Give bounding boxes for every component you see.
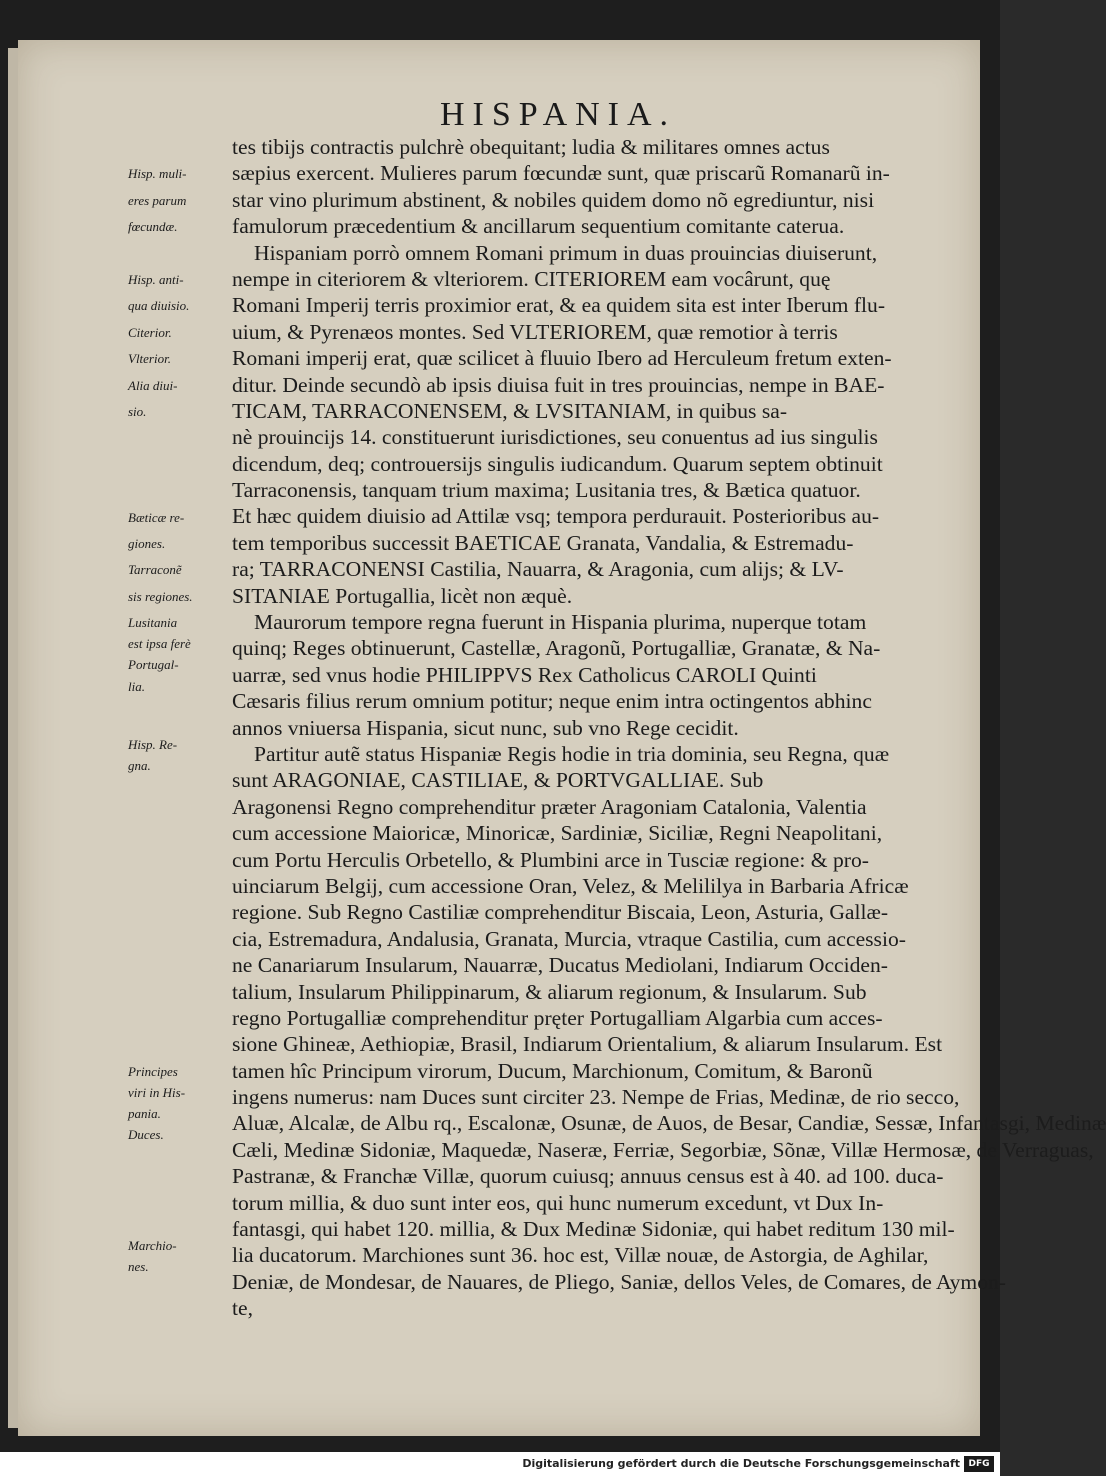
running-title: HISPANIA. [440, 96, 677, 133]
text-line: Romani Imperij terris proximior erat, & ea quidem sita est inter Iberum flu- [232, 293, 886, 318]
text-line: ingens numerus: nam Duces sunt circiter 23. Nempe de Frias, Medinæ, de rio secco, [232, 1085, 960, 1110]
text-line: nempe in citeriorem & vlteriorem. CITERIOREM eam vocârunt, quę [232, 266, 831, 291]
text-line: sione Ghineæ, Aethiopiæ, Brasil, Indiarum Orientalium, & aliarum Insularum. Est [232, 1032, 943, 1057]
text-line: nè prouincijs 14. constituerunt iurisdictiones, seu conuentus ad ius singulis [232, 425, 878, 450]
text-line: Aluæ, Alcalæ, de Albu rq., Escalonæ, Osunæ, de Auos, de Besar, Candiæ, Sessæ, Infantasgi, Medinæ [232, 1111, 1106, 1136]
text-line: tes tibijs contractis pulchrè obequitant; ludia & militares omnes actus [232, 135, 830, 159]
margin-note: Alia diui- [128, 377, 178, 393]
text-line: regno Portugalliæ comprehenditur pręter Portugalliam Algarbia cum acces- [232, 1005, 883, 1030]
margin-note: Principes [128, 1064, 178, 1079]
text-line: regione. Sub Regno Castiliæ comprehenditur Biscaia, Leon, Asturia, Gallæ- [232, 900, 889, 925]
text-line: uarræ, sed vnus hodie PHILIPPVS Rex Catholicus CAROLI Quinti [232, 662, 817, 687]
text-line: talium, Insularum Philippinarum, & aliarum regionum, & Insularum. Sub [232, 979, 867, 1004]
text-line: fantasgi, qui habet 120. millia, & Dux Medinæ Sidoniæ, qui habet reditum 130 mil- [232, 1217, 955, 1242]
text-line: te, [232, 1296, 253, 1321]
margin-note: giones. [128, 536, 166, 551]
margin-note: sio. [128, 404, 147, 419]
text-line: torum millia, & duo sunt inter eos, qui hunc numerum excedunt, vt Dux In- [232, 1190, 884, 1215]
text-line: ra; TARRACONENSI Castilia, Nauarra, & Aragonia, cum alijs; & LV- [232, 557, 844, 582]
footer-credit: Digitalisierung gefördert durch die Deutsche Forschungsgemeinschaft [522, 1457, 960, 1470]
margin-note: Hisp. muli- [128, 166, 187, 182]
text-line: dicendum, deq; controuersijs singulis iudicandum. Quarum septem obtinuit [232, 451, 883, 476]
margin-note: sis regiones. [128, 588, 193, 604]
margin-note: Lusitania [128, 615, 178, 631]
margin-note: Bæticæ re- [128, 509, 185, 525]
margin-note: eres parum [128, 192, 187, 208]
text-line: Pastranæ, & Franchæ Villæ, quorum cuiusq; annuus census est à 40. ad 100. duca- [232, 1164, 944, 1189]
text-line: Deniæ, de Mondesar, de Nauares, de Pliego, Saniæ, dellos Veles, de Comares, de Aymon- [232, 1269, 1006, 1294]
page-edge [8, 48, 18, 1428]
margin-note: Citerior. [128, 324, 172, 340]
margin-note: qua diuisio. [128, 298, 190, 314]
text-line: Tarraconensis, tanquam trium maxima; Lusitania tres, & Bætica quatuor. [232, 478, 861, 503]
margin-note: est ipsa ferè [128, 636, 191, 652]
margin-note: viri in His- [128, 1085, 186, 1101]
text-line: Aragonensi Regno comprehenditur præter Aragoniam Catalonia, Valentia [232, 794, 867, 819]
text-line: SITANIAE Portugallia, licèt non æquè. [232, 583, 573, 608]
text-line: uinciarum Belgij, cum accessione Oran, Velez, & Melililya in Barbaria Africæ [232, 873, 909, 898]
text-line: cia, Estremadura, Andalusia, Granata, Murcia, vtraque Castilia, cum accessio- [232, 926, 906, 951]
dfg-logo: DFG [964, 1456, 994, 1472]
footer-bar [0, 1452, 1000, 1476]
text-line: Maurorum tempore regna fuerunt in Hispania plurima, nuperque totam [254, 610, 867, 635]
margin-note: Duces. [128, 1127, 164, 1143]
text-line: Cæli, Medinæ Sidoniæ, Maquedæ, Naseræ, Ferriæ, Segorbiæ, Sõnæ, Villæ Hermosæ, de Verraguas, [232, 1137, 1094, 1162]
margin-note: Portugal- [128, 657, 179, 673]
margin-note: gna. [128, 757, 151, 773]
text-line: ne Canariarum Insularum, Nauarræ, Ducatus Mediolani, Indiarum Occiden- [232, 953, 888, 978]
text-line: famulorum præcedentium & ancillarum sequentium comitante caterua. [232, 214, 845, 239]
text-line: annos vniuersa Hispania, sicut nunc, sub vno Rege cecidit. [232, 715, 739, 740]
margin-note: Vlterior. [128, 351, 171, 367]
text-line: quinq; Reges obtinuerunt, Castellæ, Aragonũ, Portugalliæ, Granatæ, & Na- [232, 636, 881, 661]
text-line: Partitur autẽ status Hispaniæ Regis hodie in tria dominia, seu Regna, quæ [254, 741, 890, 766]
text-line: cum Portu Herculis Orbetello, & Plumbini arce in Tusciæ regione: & pro- [232, 847, 869, 872]
text-line: TICAM, TARRACONENSEM, & LVSITANIAM, in quibus sa- [232, 398, 788, 423]
text-line: lia ducatorum. Marchiones sunt 36. hoc est, Villæ nouæ, de Astorgia, de Aghilar, [232, 1243, 929, 1268]
text-line: tem temporibus successit BAETICAE Granata, Vandalia, & Estremadu- [232, 530, 854, 555]
text-line: Et hæc quidem diuisio ad Attilæ vsq; tempora perdurauit. Posterioribus au- [232, 504, 880, 529]
text-line: uium, & Pyrenæos montes. Sed VLTERIOREM, quæ remotior à terris [232, 319, 838, 344]
text-line: sæpius exercent. Mulieres parum fœcundæ sunt, quæ priscarũ Romanarũ in- [232, 161, 890, 186]
margin-note: nes. [128, 1259, 149, 1275]
text-line: cum accessione Maioricæ, Minoricæ, Sardiniæ, Siciliæ, Regni Neapolitani, [232, 821, 883, 846]
body-text [232, 134, 1106, 1322]
margin-note: Hisp. anti- [128, 272, 184, 287]
margin-note: lia. [128, 678, 145, 694]
text-line: Hispaniam porrò omnem Romani primum in duas prouincias diuiserunt, [254, 240, 878, 265]
text-line: Romani imperij erat, quæ scilicet à fluuio Ibero ad Herculeum fretum exten- [232, 346, 892, 371]
margin-note: Hisp. Re- [128, 736, 178, 752]
text-line: ditur. Deinde secundò ab ipsis diuisa fuit in tres prouincias, nempe in BAE- [232, 372, 885, 397]
text-line: Cæsaris filius rerum omnium potitur; neque enim intra octingentos abhinc [232, 689, 872, 714]
text-line: star vino plurimum abstinent, & nobiles quidem domo nõ egrediuntur, nisi [232, 187, 875, 212]
margin-note: Marchio- [128, 1238, 177, 1254]
text-line: tamen hîc Principum virorum, Ducum, Marchionum, Comitum, & Baronũ [232, 1058, 873, 1083]
margin-note: pania. [128, 1106, 161, 1122]
margin-note: Tarraconẽ [128, 562, 182, 578]
margin-note: fœcundæ. [128, 219, 178, 235]
text-line: sunt ARAGONIAE, CASTILIAE, & PORTVGALLIAE. Sub [232, 768, 764, 793]
